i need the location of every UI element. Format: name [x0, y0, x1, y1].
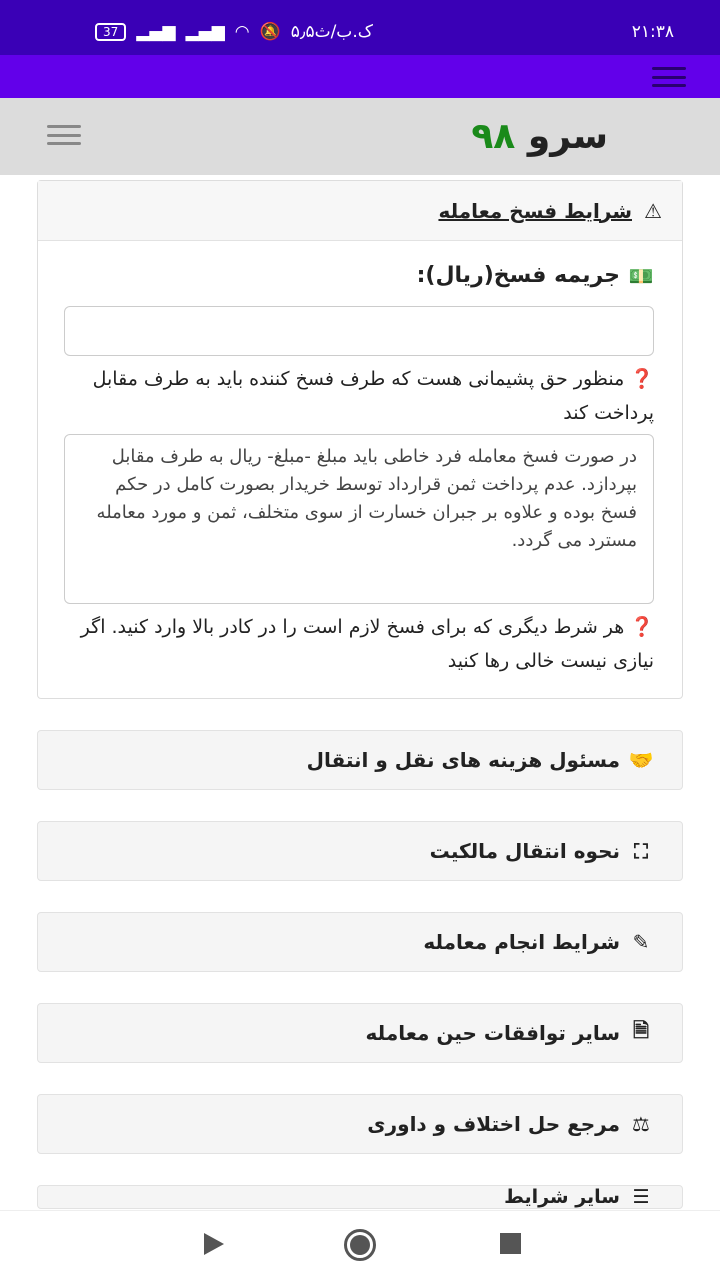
- penalty-input[interactable]: [64, 306, 654, 356]
- scale-icon: ⚖: [632, 1112, 650, 1136]
- cancellation-header[interactable]: [38, 181, 682, 241]
- section-label: سایر شرایط: [504, 1186, 620, 1208]
- question-icon: ❓: [630, 368, 654, 390]
- penalty-label: جریمه فسخ(ریال):: [416, 263, 620, 288]
- section-other-agreements[interactable]: [37, 1003, 683, 1063]
- transfer-icon: ⛶: [634, 839, 648, 863]
- app-bar: [0, 55, 720, 98]
- section-arbitration[interactable]: [37, 1094, 683, 1154]
- section-transport-costs[interactable]: [37, 730, 683, 790]
- section-deal-terms[interactable]: [37, 912, 683, 972]
- list-icon: ☰: [632, 1186, 650, 1208]
- edit-icon: ✎: [632, 930, 650, 954]
- wifi-icon: ◠: [234, 22, 250, 42]
- brand-text: سرو: [527, 116, 608, 157]
- section-label: مسئول هزینه های نقل و انتقال: [306, 748, 620, 772]
- nav-toggle-icon[interactable]: [47, 125, 81, 145]
- section-other-terms[interactable]: [37, 1185, 683, 1209]
- warning-icon: ⚠: [644, 198, 662, 223]
- signal-icon: ▂▄▆: [136, 22, 176, 42]
- conditions-help: هر شرط دیگری که برای فسخ لازم است را در کادر بالا وارد کنید. اگر نیازی نیست خالی رها کنید: [80, 616, 654, 672]
- site-header: [0, 98, 720, 175]
- system-nav-bar: [0, 1210, 720, 1280]
- battery-icon: 37: [95, 23, 126, 41]
- logo[interactable]: [471, 116, 608, 157]
- clock: ۲۱:۳۸: [631, 22, 674, 42]
- conditions-textarea[interactable]: [64, 434, 654, 604]
- recents-icon[interactable]: [500, 1233, 521, 1254]
- home-icon[interactable]: [344, 1229, 376, 1261]
- section-label: نحوه انتقال مالکیت: [429, 839, 620, 863]
- bell-off-icon: 🔕: [259, 22, 281, 42]
- status-bar: [0, 0, 720, 55]
- section-ownership-transfer[interactable]: [37, 821, 683, 881]
- document-icon: 🗎: [632, 1018, 650, 1042]
- penalty-help: منظور حق پشیمانی هست که طرف فسخ کننده باید به طرف مقابل پرداخت کند: [92, 368, 654, 424]
- signal-icon-2: ▂▄▆: [185, 22, 225, 42]
- cancellation-card: [37, 180, 683, 699]
- menu-icon[interactable]: [652, 67, 686, 87]
- section-label: سایر توافقات حین معامله: [365, 1021, 620, 1045]
- money-icon: 💵: [628, 263, 654, 288]
- handshake-icon: 🤝: [628, 748, 654, 772]
- net-speed: ۵٫۵ک.ب/ث: [290, 22, 373, 42]
- section-label: مرجع حل اختلاف و داوری: [367, 1112, 620, 1136]
- back-icon[interactable]: [204, 1233, 224, 1255]
- section-label: شرایط انجام معامله: [423, 930, 620, 954]
- cancellation-title: شرایط فسخ معامله: [438, 198, 632, 223]
- question-icon: ❓: [630, 616, 654, 638]
- brand-number: ۹۸: [471, 116, 516, 157]
